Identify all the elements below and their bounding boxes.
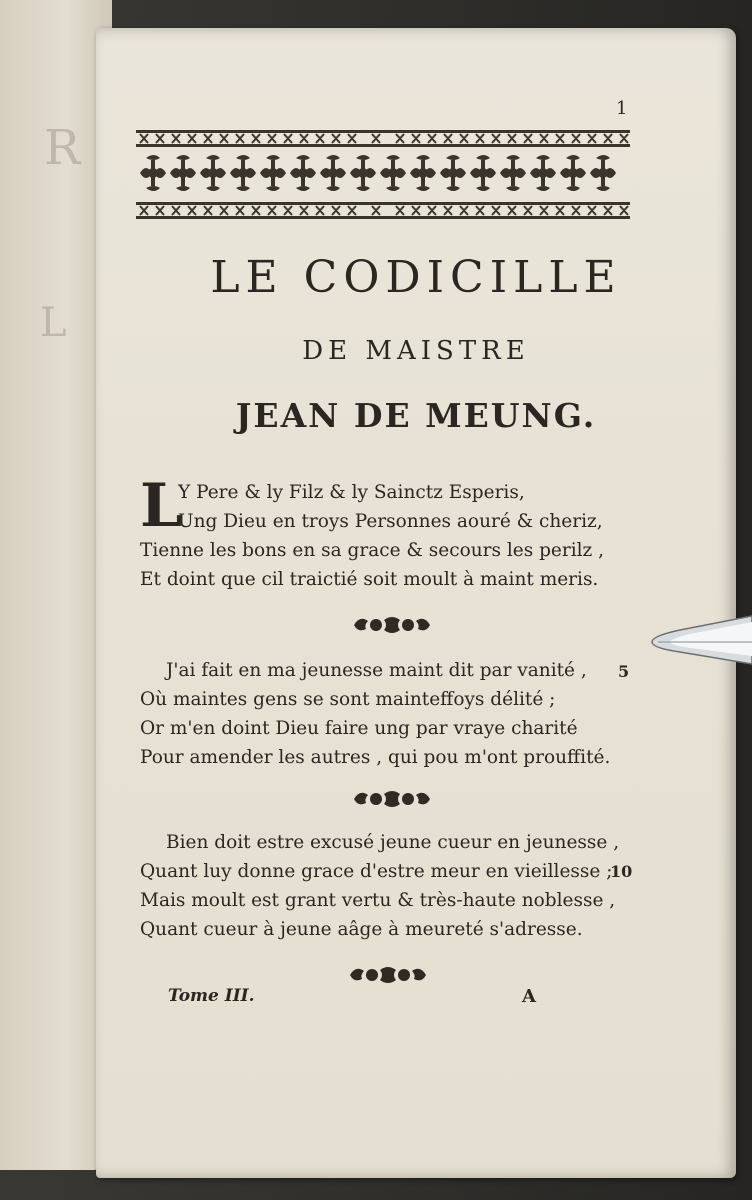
headpiece-ornament [136,128,630,224]
title-line-3: JEAN DE MEUNG. [235,396,597,435]
line-number-5: 5 [618,662,630,681]
verse-line: J'ai fait en ma jeunesse maint dit par vanité , [166,660,587,681]
page-number: 1 [616,98,628,119]
title-line-1: LE CODICILLE [210,252,622,303]
stanza-1 [140,471,660,594]
fleuron-ornament [348,962,428,988]
signature-mark: A [522,986,536,1007]
verse-line: Quant luy donne grace d'estre meur en vieillesse ; [140,861,613,882]
drop-cap: L [140,471,183,541]
verse-line: Tienne les bons en sa grace & secours les perilz , [140,540,605,561]
bleed-through-mark: R [44,120,81,176]
bleed-through-mark: L [40,300,67,346]
verse-line: Bien doit estre excusé jeune cueur en jeunesse , [166,832,620,853]
verse-line: Où maintes gens se sont mainteffoys délité ; [140,689,556,710]
stanza-3 [140,828,660,944]
stanza-2 [140,656,660,772]
page-holder-blade [650,612,752,668]
volume-footer: Tome III. [168,986,255,1006]
verse-line: Quant cueur à jeune aâge à meureté s'adresse. [140,919,583,940]
verse-line: Y Pere & ly Filz & ly Sainctz Esperis, [178,482,525,503]
fleuron-ornament [352,786,432,812]
verse-line: Et doint que cil traictié soit moult à maint meris. [140,569,599,590]
verse-line: Mais moult est grant vertu & très-haute noblesse , [140,890,616,911]
verse-line: Pour amender les autres , qui pou m'ont prouffité. [140,747,611,768]
line-number-10: 10 [610,862,633,881]
verse-line: Ung Dieu en troys Personnes aouré & cheriz, [178,511,603,532]
fleuron-ornament [352,612,432,638]
title-line-2: DE MAISTRE [302,336,530,366]
verse-line: Or m'en doint Dieu faire ung par vraye charité [140,718,578,739]
